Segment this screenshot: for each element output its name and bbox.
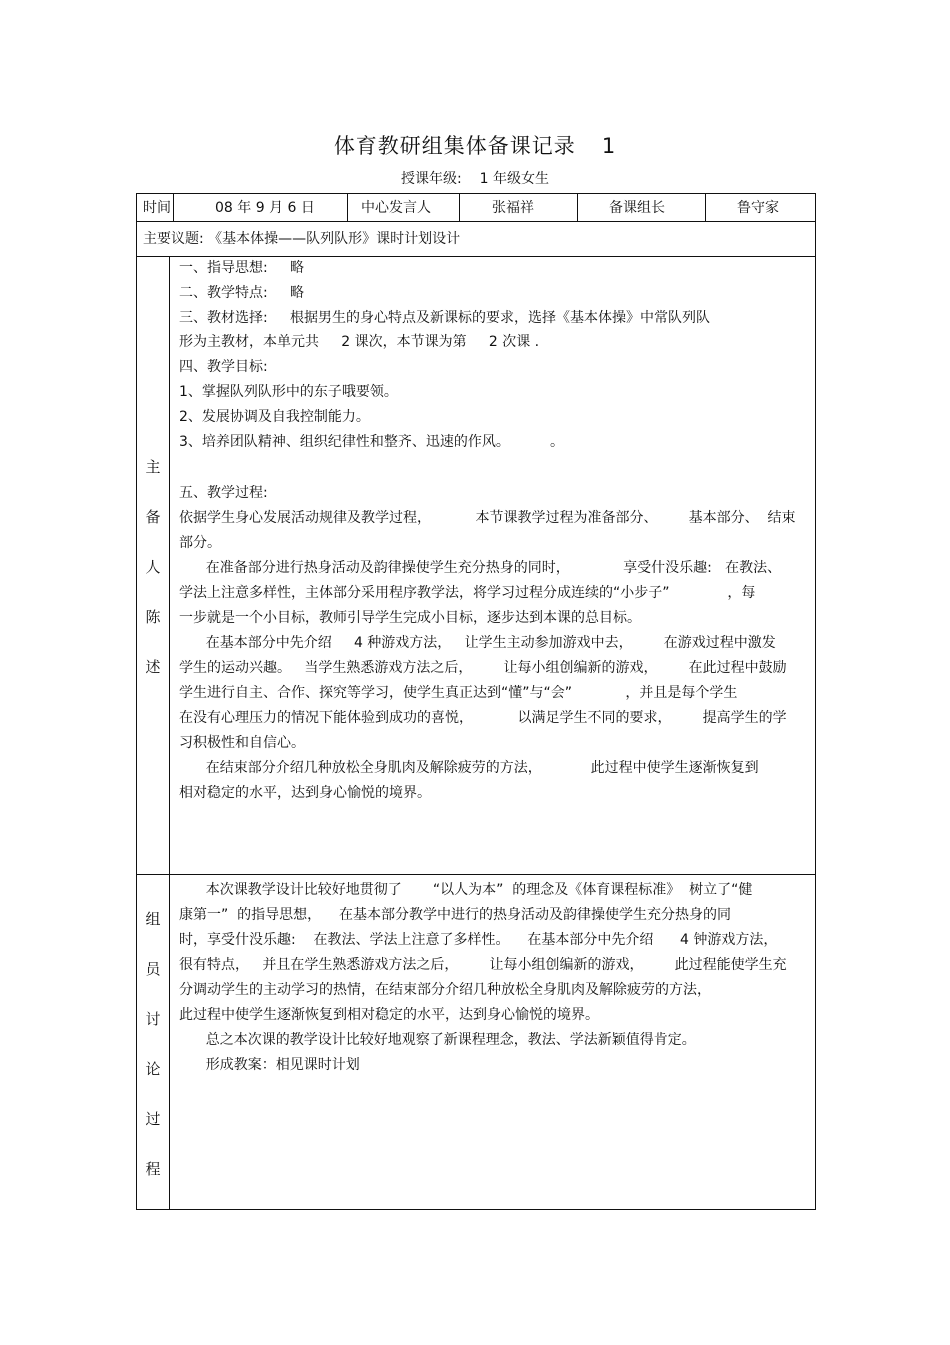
text-line: 此过程中使学生逐渐恢复到相对稳定的水平，达到身心愉悦的境界。 — [179, 1007, 599, 1023]
grade-line — [0, 168, 950, 188]
title-text: 体育教研组集体备课记录 — [333, 134, 576, 158]
side-label-char: 讨 — [145, 1010, 161, 1028]
grade-label: 授课年级: — [400, 171, 462, 187]
side-label-char: 论 — [145, 1060, 161, 1078]
side-label-char: 述 — [145, 658, 161, 676]
text-line: 相对稳定的水平，达到身心愉悦的境界。 — [179, 785, 431, 801]
text-line: 四、教学目标: — [179, 359, 268, 375]
text-line: 学生进行自主、合作、探究等学习，使学生真正达到“懂”与“会” ，并且是每个学生 — [179, 685, 738, 701]
text-line: 二、教学特点: 略 — [179, 285, 304, 301]
text-line: 3、培养团队精神、组织纪律性和整齐、迅速的作风。 。 — [179, 434, 564, 450]
text-line: 形成教案：相见课时计划 — [179, 1057, 360, 1073]
text-line: 在没有心理压力的情况下能体验到成功的喜悦， 以满足学生不同的要求， 提高学生的学 — [179, 710, 787, 726]
text-line: 分调动学生的主动学习的热情，在结束部分介绍几种放松全身肌肉及解除疲劳的方法， — [179, 982, 711, 998]
text-line: 依据学生身心发展活动规律及教学过程， 本节课教学过程为准备部分、 基本部分、 结束 — [179, 510, 796, 526]
side-label-char: 组 — [145, 910, 161, 928]
side-label-char: 陈 — [145, 608, 161, 626]
side-label-char: 员 — [145, 960, 161, 978]
text-line: 本次课教学设计比较好地贯彻了 “以人为本” 的理念及《体育课程标准》 树立了“健 — [179, 882, 753, 898]
col-divider — [577, 194, 578, 221]
text-line: 一、指导思想: 略 — [179, 260, 304, 276]
text-line: 很有特点， 并且在学生熟悉游戏方法之后， 让每小组创编新的游戏， 此过程能使学生充 — [179, 957, 787, 973]
text-line: 时，享受什没乐趣: 在教法、学法上注意了多样性。 在基本部分中先介绍 4 钟游戏方法， — [179, 932, 778, 948]
leader-value: 鲁守家 — [737, 200, 779, 216]
text-line: 2、发展协调及自我控制能力。 — [179, 409, 370, 425]
col-divider — [459, 194, 460, 221]
lesson-record-table — [136, 193, 816, 1210]
label-column-divider — [169, 256, 170, 1210]
row-divider — [137, 874, 815, 875]
text-line: 1、掌握队列队形中的东子哦要领。 — [179, 384, 398, 400]
text-line: 在基本部分中先介绍 4 种游戏方法， 让学生主动参加游戏中去， 在游戏过程中激发 — [179, 635, 776, 651]
text-line: 习积极性和自信心。 — [179, 735, 305, 751]
side-label-char: 程 — [145, 1160, 161, 1178]
text-line: 部分。 — [179, 535, 221, 551]
topic: 主要议题: 《基本体操——队列队形》课时计划设计 — [143, 231, 461, 247]
date-value: 08 年 9 月 6 日 — [215, 200, 315, 216]
side-label-char: 备 — [145, 508, 161, 526]
speaker-value: 张福祥 — [492, 200, 534, 216]
text-line: 形为主教材，本单元共 2 课次，本节课为第 2 次课 . — [179, 334, 540, 350]
side-label-char: 主 — [145, 458, 161, 476]
text-line: 一步就是一个小目标，教师引导学生完成小目标，逐步达到本课的总目标。 — [179, 610, 641, 626]
text-line: 康第一” 的指导思想， 在基本部分教学中进行的热身活动及韵律操使学生充分热身的同 — [179, 907, 731, 923]
col-divider — [173, 194, 174, 221]
time-label: 时间 — [143, 200, 171, 216]
text-line: 在结束部分介绍几种放松全身肌肉及解除疲劳的方法， 此过程中使学生逐渐恢复到 — [179, 760, 759, 776]
speaker-label: 中心发言人 — [361, 200, 431, 216]
row-divider — [137, 256, 815, 257]
text-line: 总之本次课的教学设计比较好地观察了新课程理念，教法、学法新颖值得肯定。 — [179, 1032, 696, 1048]
side-label-char: 人 — [145, 558, 161, 576]
text-line: 学生的运动兴趣。 当学生熟悉游戏方法之后， 让每小组创编新的游戏， 在此过程中鼓励 — [179, 660, 787, 676]
text-line: 五、教学过程: — [179, 485, 268, 501]
leader-label: 备课组长 — [609, 200, 665, 216]
title-number: 1 — [601, 134, 617, 158]
text-line: 在准备部分进行热身活动及韵律操使学生充分热身的同时， 享受什没乐趣: 在教法、 — [179, 560, 782, 576]
text-line: 三、教材选择: 根据男生的身心特点及新课标的要求，选择《基本体操》中常队列队 — [179, 310, 710, 326]
col-divider — [705, 194, 706, 221]
page-title — [0, 130, 950, 160]
col-divider — [347, 194, 348, 221]
text-line: 学法上注意多样性，主体部分采用程序教学法，将学习过程分成连续的“小步子” ，每 — [179, 585, 756, 601]
grade-value: 1 年级女生 — [479, 171, 550, 187]
side-label-char: 过 — [145, 1110, 161, 1128]
